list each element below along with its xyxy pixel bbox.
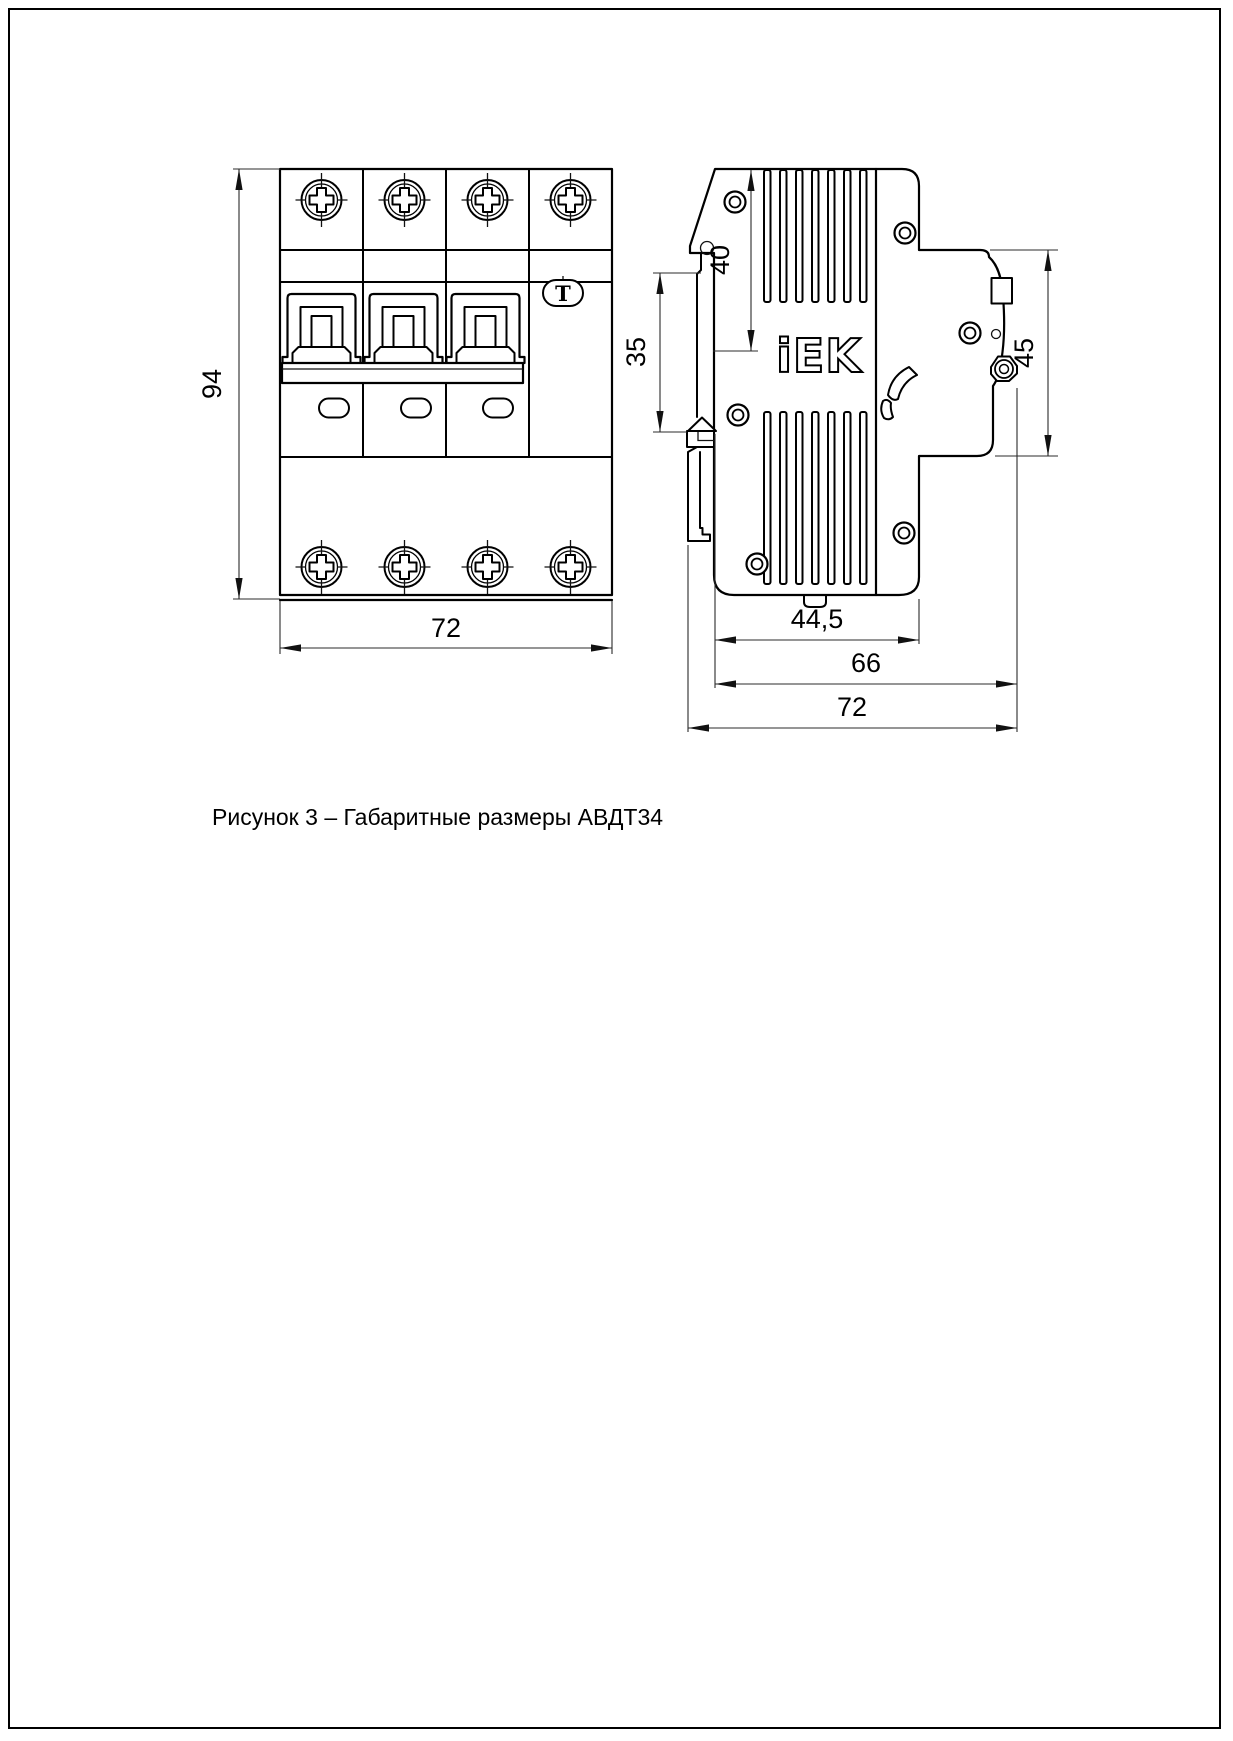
front-view — [197, 169, 612, 654]
dimension-front-height-45 — [1009, 250, 1052, 456]
figure-caption: Рисунок 3 – Габаритные размеры АВДТ34 — [212, 804, 664, 830]
terminal-lug — [992, 278, 1013, 304]
rivet-icon — [725, 192, 746, 213]
side-view — [621, 169, 1058, 732]
label-slot — [319, 399, 349, 418]
toggle-pole-1 — [283, 294, 361, 363]
dimension-depth-body-66 — [715, 648, 1017, 688]
dim-label-height: 94 — [197, 368, 227, 400]
rivet-icon — [960, 323, 981, 344]
arrowhead-icon — [235, 169, 242, 190]
arrowhead-icon — [996, 680, 1017, 687]
din-hook — [697, 253, 701, 417]
arrowhead-icon — [1044, 435, 1051, 456]
dimension-depth-ribbed-44-5 — [715, 604, 919, 644]
clip-arm — [688, 447, 710, 541]
din-clip — [687, 253, 716, 541]
arrowhead-icon — [715, 636, 736, 643]
toggle-pole-2 — [365, 294, 443, 363]
dimension-rail-height-35 — [621, 273, 664, 432]
arrowhead-icon — [996, 724, 1017, 731]
dimension-width-72 — [280, 601, 612, 654]
dimension-depth-total-72 — [688, 692, 1017, 732]
label-slot — [483, 399, 513, 418]
toggle-pole-3 — [447, 294, 525, 363]
dim-label-40: 40 — [705, 244, 735, 276]
arrowhead-icon — [591, 644, 612, 651]
dim-label-66: 66 — [850, 648, 882, 678]
dim-label-35: 35 — [621, 336, 651, 368]
clip-marker-triangle — [688, 418, 716, 432]
arrowhead-icon — [235, 578, 242, 599]
arrowhead-icon — [715, 680, 736, 687]
dim-label-72-side: 72 — [836, 692, 868, 722]
arrowhead-icon — [688, 724, 709, 731]
dim-label-44-5: 44,5 — [790, 604, 844, 634]
label-slot — [401, 399, 431, 418]
arrowhead-icon — [1044, 250, 1051, 271]
test-button-label: T — [555, 281, 571, 306]
rivet-icon — [894, 523, 915, 544]
rivet-icon — [895, 223, 916, 244]
arrowhead-icon — [280, 644, 301, 651]
rivet-icon — [728, 405, 749, 426]
rivet-icon — [747, 554, 768, 575]
arrowhead-icon — [656, 273, 663, 294]
dim-label-45: 45 — [1009, 337, 1039, 369]
brand-logo: iEK — [776, 329, 862, 383]
arrowhead-icon — [898, 636, 919, 643]
dim-label-width: 72 — [430, 613, 462, 643]
toggle-common-bar — [282, 363, 523, 383]
dimension-height-94 — [197, 169, 280, 599]
arrowhead-icon — [656, 411, 663, 432]
